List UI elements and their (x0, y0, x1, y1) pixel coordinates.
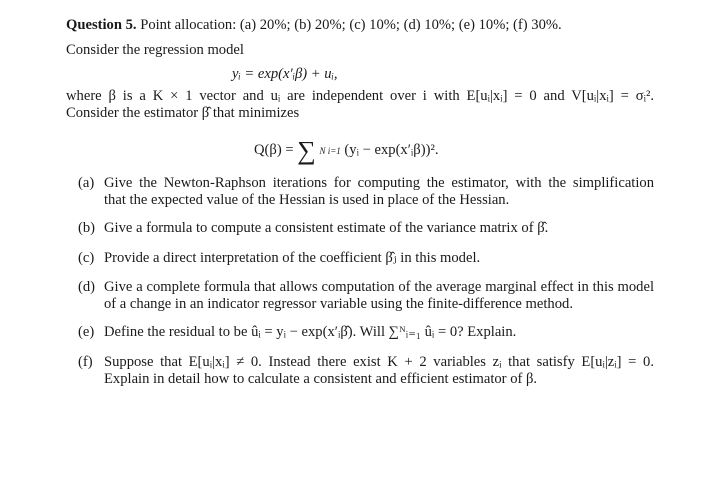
part-label: (b) (78, 220, 96, 236)
part-text: Give a complete formula that allows computation of the average marginal effect in this model (104, 279, 654, 295)
model-equation: yᵢ = exp(x′ᵢβ) + uᵢ, (232, 66, 338, 82)
part-text: Suppose that E[uᵢ|xᵢ] ≠ 0. Instead there exist K + 2 variables zᵢ that satisfy E[uᵢ|zᵢ] = 0. (104, 354, 654, 370)
assumptions-line: where β is a K × 1 vector and uᵢ are independent over i with E[uᵢ|xᵢ] = 0 and V[uᵢ|xᵢ] = σᵢ². (66, 88, 654, 104)
part-text: Give the Newton-Raphson iterations for computing the estimator, with the simplification (104, 175, 654, 191)
objective-equation (254, 136, 438, 166)
part-text: that the expected value of the Hessian is used in place of the Hessian. (104, 192, 510, 208)
part-text: of a change in an indicator regressor variable using the finite-difference method. (104, 296, 573, 312)
part-label: (c) (78, 250, 95, 266)
objective-rhs: (yᵢ − exp(x′ᵢβ))². (344, 142, 439, 158)
part-text: Give a formula to compute a consistent estimate of the variance matrix of β̂. (104, 220, 549, 236)
part-text: Define the residual to be ûᵢ = yᵢ − exp(x′ᵢβ̂). Will ∑ᴺᵢ₌₁ ûᵢ = 0? Explain. (104, 324, 517, 340)
part-label: (d) (78, 279, 96, 295)
part-text: Provide a direct interpretation of the coefficient β̂ⱼ in this model. (104, 250, 481, 266)
objective-lhs: Q(β) = (254, 142, 294, 158)
part-label: (f) (78, 354, 93, 370)
intro-line: Consider the regression model (66, 42, 244, 58)
part-label: (e) (78, 324, 95, 340)
point-allocation: Point allocation: (a) 20%; (b) 20%; (c) 10%; (d) 10%; (e) 10%; (f) 30%. (140, 17, 562, 33)
part-label: (a) (78, 175, 95, 191)
sum-symbol: ∑ (297, 136, 316, 165)
estimator-line: Consider the estimator β̂ that minimizes (66, 105, 300, 121)
question-label: Question 5. (66, 17, 137, 33)
sum-limits: N i=1 (319, 146, 341, 156)
part-text: Explain in detail how to calculate a consistent and efficient estimator of β. (104, 371, 538, 387)
question-header (66, 17, 562, 34)
